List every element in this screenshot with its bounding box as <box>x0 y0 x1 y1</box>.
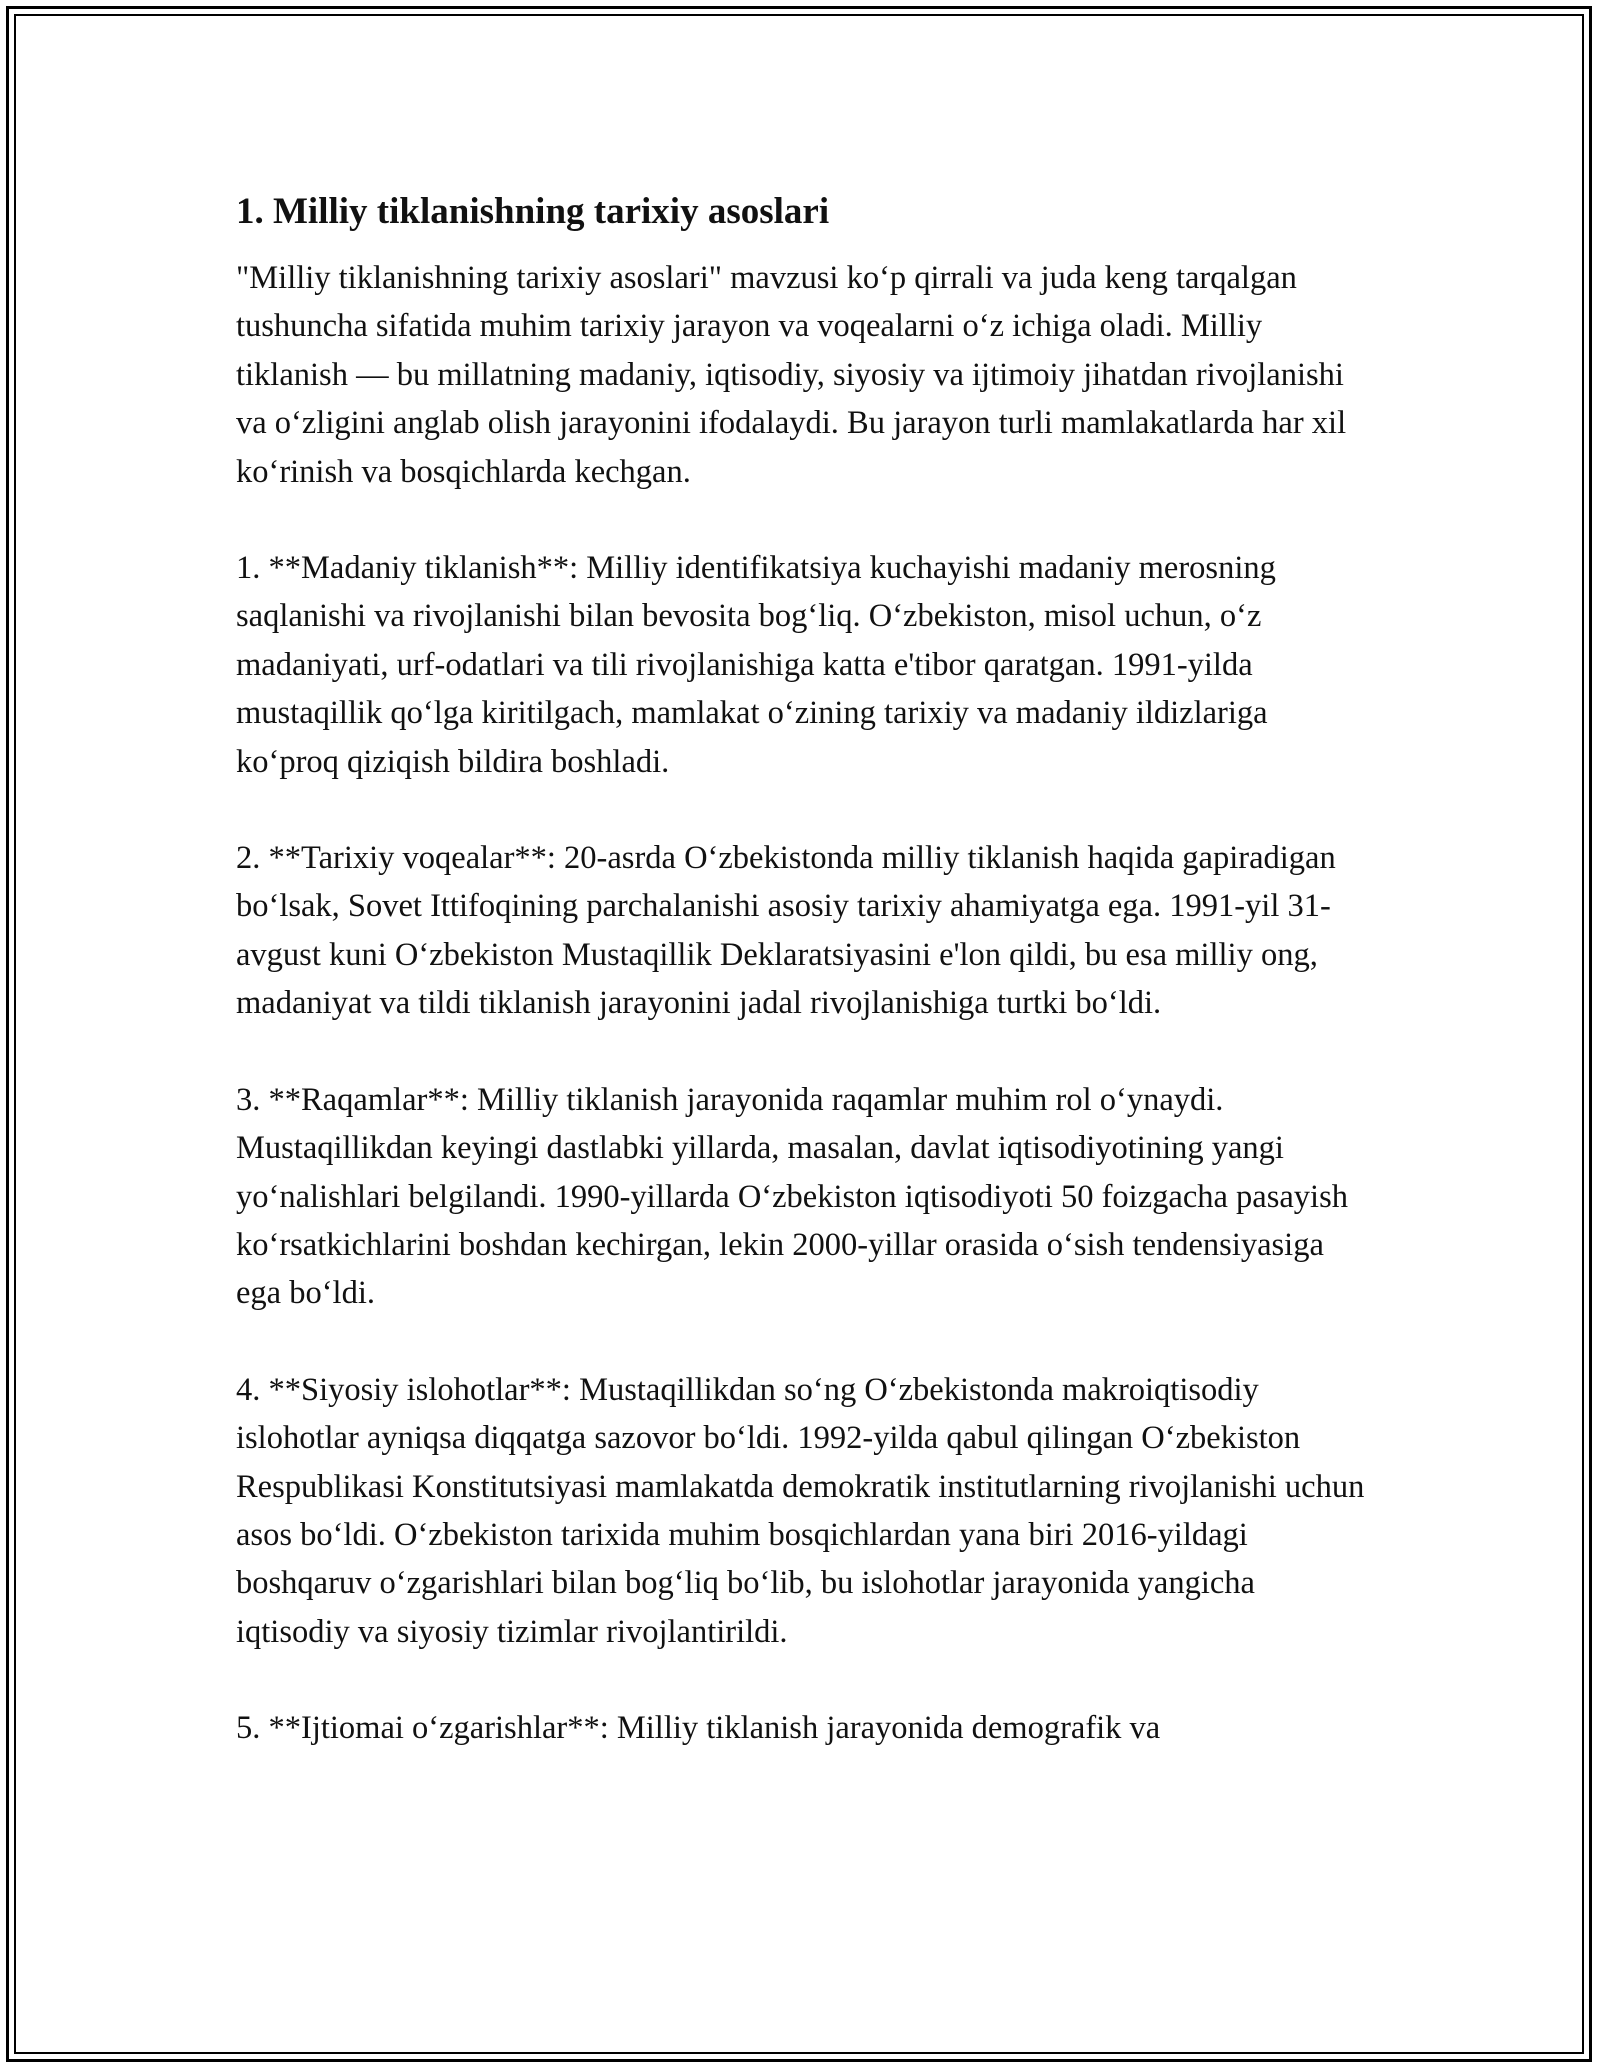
document-body <box>236 186 1366 1801</box>
paragraph-social-changes: 5. **Ijtiomai o‘zgarishlar**: Milliy tiklanish jarayonida demografik va <box>236 1710 1161 1747</box>
paragraph-political-reforms: 4. **Siyosiy islohotlar**: Mustaqillikdan so‘ng O‘zbekistonda makroiqtisodiy islohotlar ayniqsa diqqatga sazovor bo‘ldi. 1992-yilda qabul qilingan O‘zbekiston Respublikasi Konstitutsiyasi mamlakatda demokratik institutlarning rivojlanishi uchun asos bo‘ldi. O‘zbekiston tarixida muhim bosqichlardan yana biri 2016-yildagi boshqaruv o‘zgarishlari bilan bog‘liq bo‘lib, bu islohotlar jarayonida yangicha iqtisodiy va siyosiy tizimlar rivojlantirildi. <box>236 1371 1365 1650</box>
intro-paragraph: "Milliy tiklanishning tarixiy asoslari" mavzusi ko‘p qirrali va juda keng tarqalgan tushuncha sifatida muhim tarixiy jarayon va voqealarni o‘z ichiga oladi. Milliy tiklanish — bu millatning madaniy, iqtisodiy, siyosiy va ijtimoiy jihatdan rivojlanishi va o‘zligini anglab olish jarayonini ifodalaydi. Bu jarayon turli mamlakatlarda har xil ko‘rinish va bosqichlarda kechgan. <box>236 260 1347 490</box>
paragraph-cultural-revival: 1. **Madaniy tiklanish**: Milliy identifikatsiya kuchayishi madaniy merosning saqlanishi va rivojlanishi bilan bevosita bog‘liq. O‘zbekiston, misol uchun, o‘z madaniyati, urf-odatlari va tili rivojlanishiga katta e'tibor qaratgan. 1991-yilda mustaqillik qo‘lga kiritilgach, mamlakat o‘zining tarixiy va madaniy ildizlariga ko‘proq qiziqish bildira boshladi. <box>236 550 1276 780</box>
paragraph-figures: 3. **Raqamlar**: Milliy tiklanish jarayonida raqamlar muhim rol o‘ynaydi. Mustaqillikdan keyingi dastlabki yillarda, masalan, davlat iqtisodiyotining yangi yo‘nalishlari belgilandi. 1990-yillarda O‘zbekiston iqtisodiyoti 50 foizgacha pasayish ko‘rsatkichlarini boshdan kechirgan, lekin 2000-yillar orasida o‘sish tendensiyasiga ega bo‘ldi. <box>236 1081 1348 1312</box>
section-heading: 1. Milliy tiklanishning tarixiy asoslari <box>236 191 830 232</box>
paragraph-historical-events: 2. **Tarixiy voqealar**: 20-asrda O‘zbekistonda milliy tiklanish haqida gapiradigan bo‘lsak, Sovet Ittifoqining parchalanishi asosiy tarixiy ahamiyatga ega. 1991-yil 31-avgust kuni O‘zbekiston Mustaqillik Deklaratsiyasini e'lon qildi, bu esa milliy ong, madaniyat va tildi tiklanish jarayonini jadal rivojlanishiga turtki bo‘ldi. <box>236 840 1336 1022</box>
